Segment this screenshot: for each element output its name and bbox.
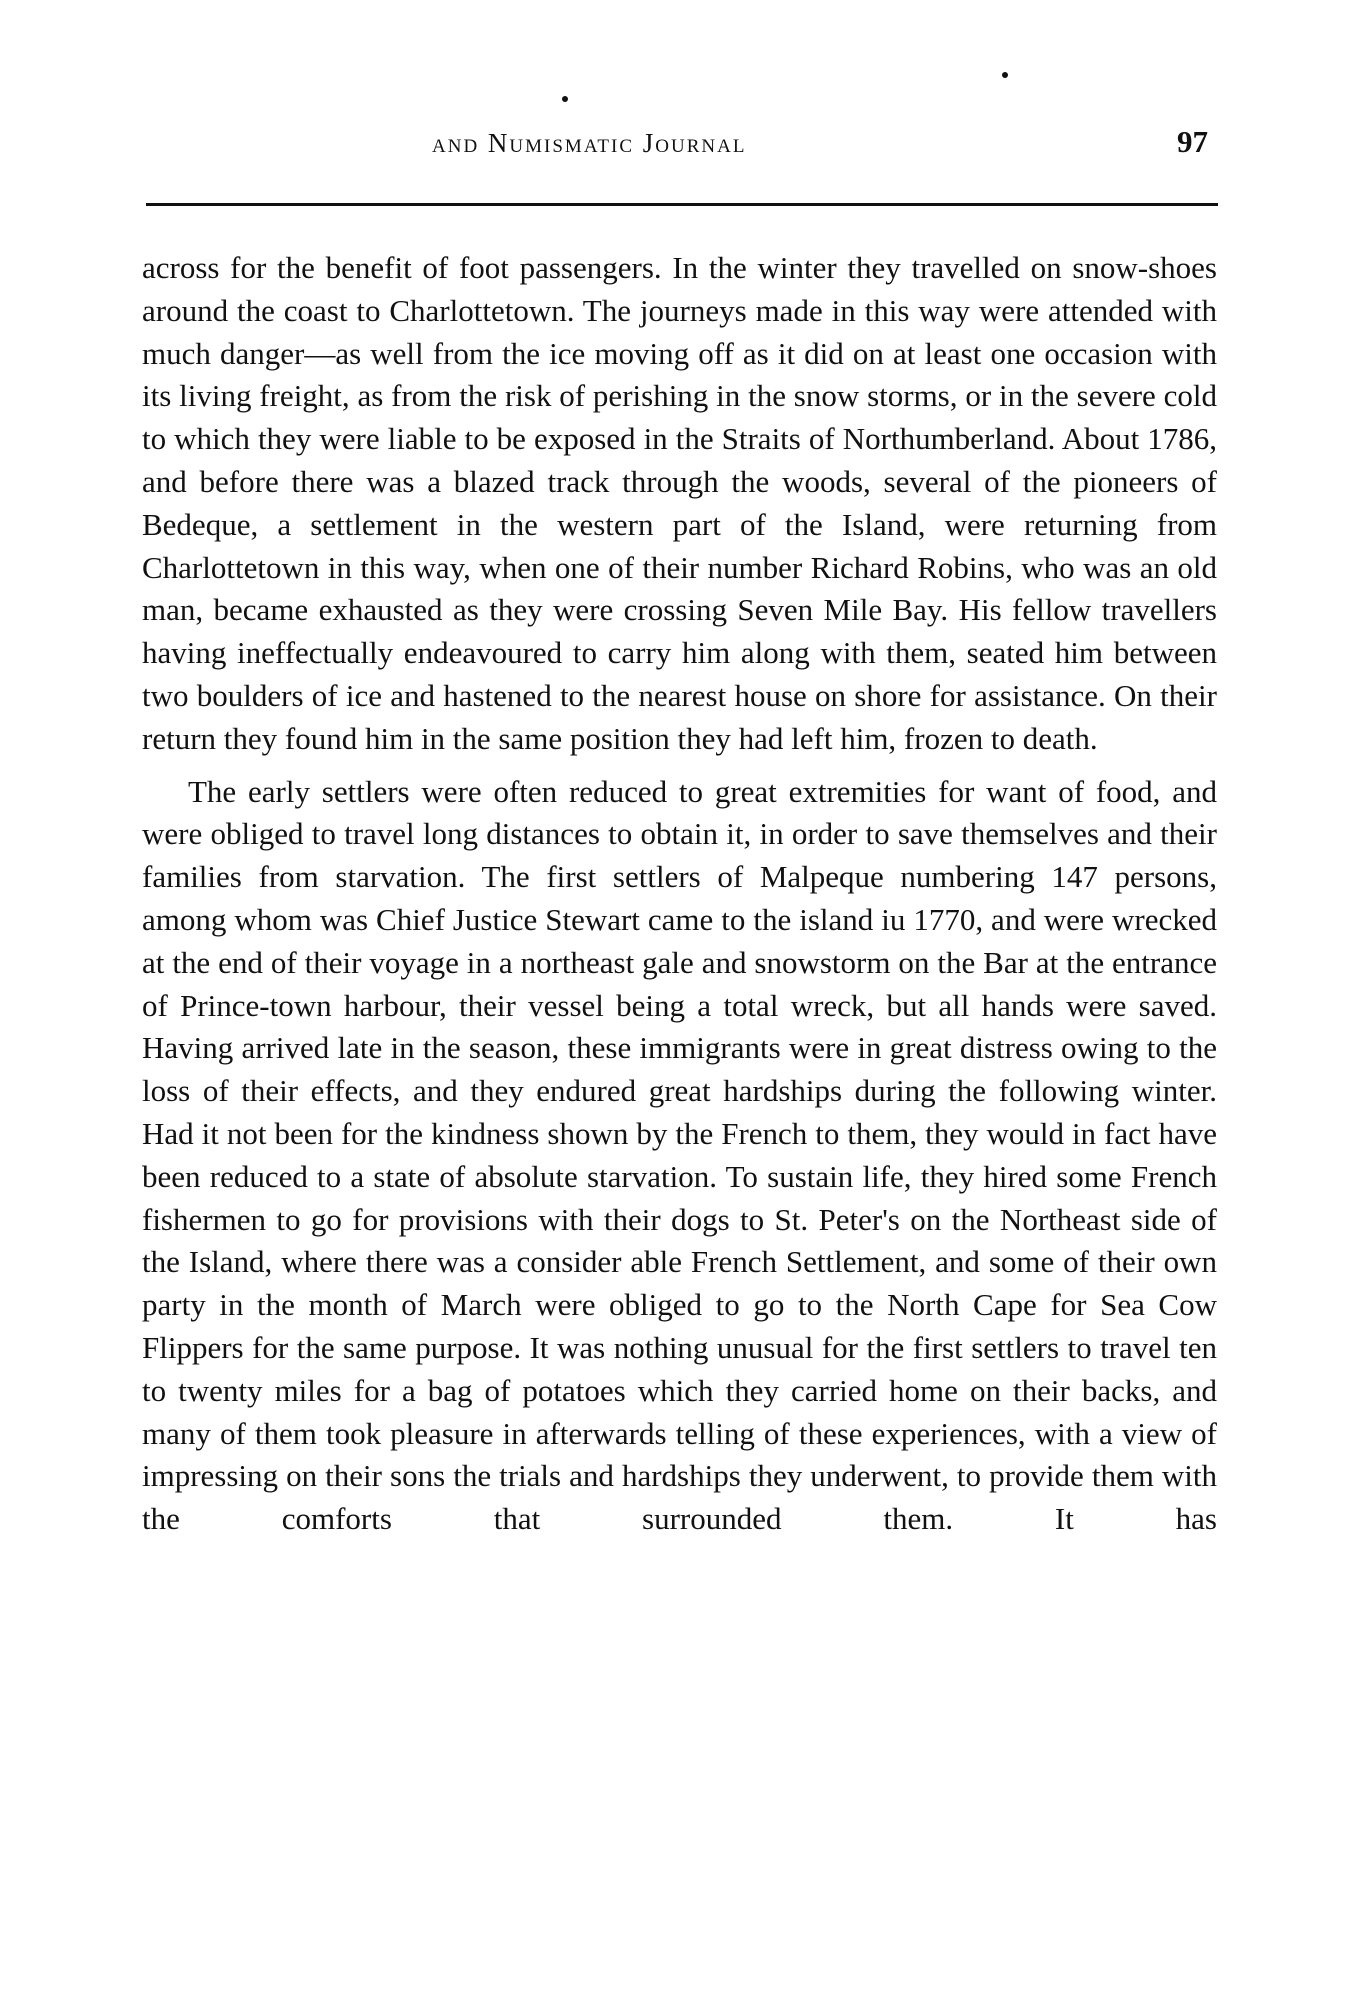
book-page [142,0,1222,2009]
paragraph: The early settlers were often reduced to great extremities for want of food, and were obliged to travel long distances to obtain it, in order to save themselves and their families from starvation. The first settlers of Malpeque numbering 147 persons, among whom was Chief Justice Stewart came to the island iu 1770, and were wrecked at the end of their voyage in a northeast gale and snowstorm on the Bar at the entrance of Prince-town harbour, their vessel being a total wreck, but all hands were saved. Having arrived late in the season, these immigrants were in great distress owing to the loss of their effects, and they endured great hardships during the following winter. Had it not been for the kindness shown by the French to them, they would in fact have been reduced to a state of absolute starvation. To sustain life, they hired some French fishermen to go for provisions with their dogs to St. Peter's on the Northeast side of the Island, where there was a consider able French Settlement, and some of their own party in the month of March were obliged to go to the North Cape for Sea Cow Flippers for the same purpose. It was nothing unusual for the first settlers to travel ten to twenty miles for a bag of potatoes which they carried home on their backs, and many of them took pleasure in afterwards telling of these experiences, with a view of impressing on their sons the trials and hardships they underwent, to provide them with the comforts that surrounded them. It has [142,773,1217,1537]
print-speck [1002,72,1008,78]
body-text [142,247,1217,1541]
journal-title: and Numismatic Journal [432,128,747,158]
header-rule [146,203,1218,206]
paragraph: across for the benefit of foot passengers. In the winter they travelled on snow-shoes around the coast to Charlottetown. The journeys made in this way were attended with much danger—as well from the ice moving off as it did on at least one occasion with its living freight, as from the risk of perishing in the snow storms, or in the severe cold to which they were liable to be exposed in the Straits of Northumberland. About 1786, and before there was a blazed track through the woods, several of the pioneers of Bedeque, a settlement in the western part of the Island, were returning from Charlottetown in this way, when one of their number Richard Robins, who was an old man, became exhausted as they were crossing Seven Mile Bay. His fellow travellers having ineffectually endeavoured to carry him along with them, seated him between two boulders of ice and hastened to the nearest house on shore for assistance. On their return they found him in the same position they had left him, frozen to death. [142,250,1217,756]
print-speck [562,96,568,102]
page-number: 97 [1177,124,1208,159]
running-head [142,122,1222,162]
